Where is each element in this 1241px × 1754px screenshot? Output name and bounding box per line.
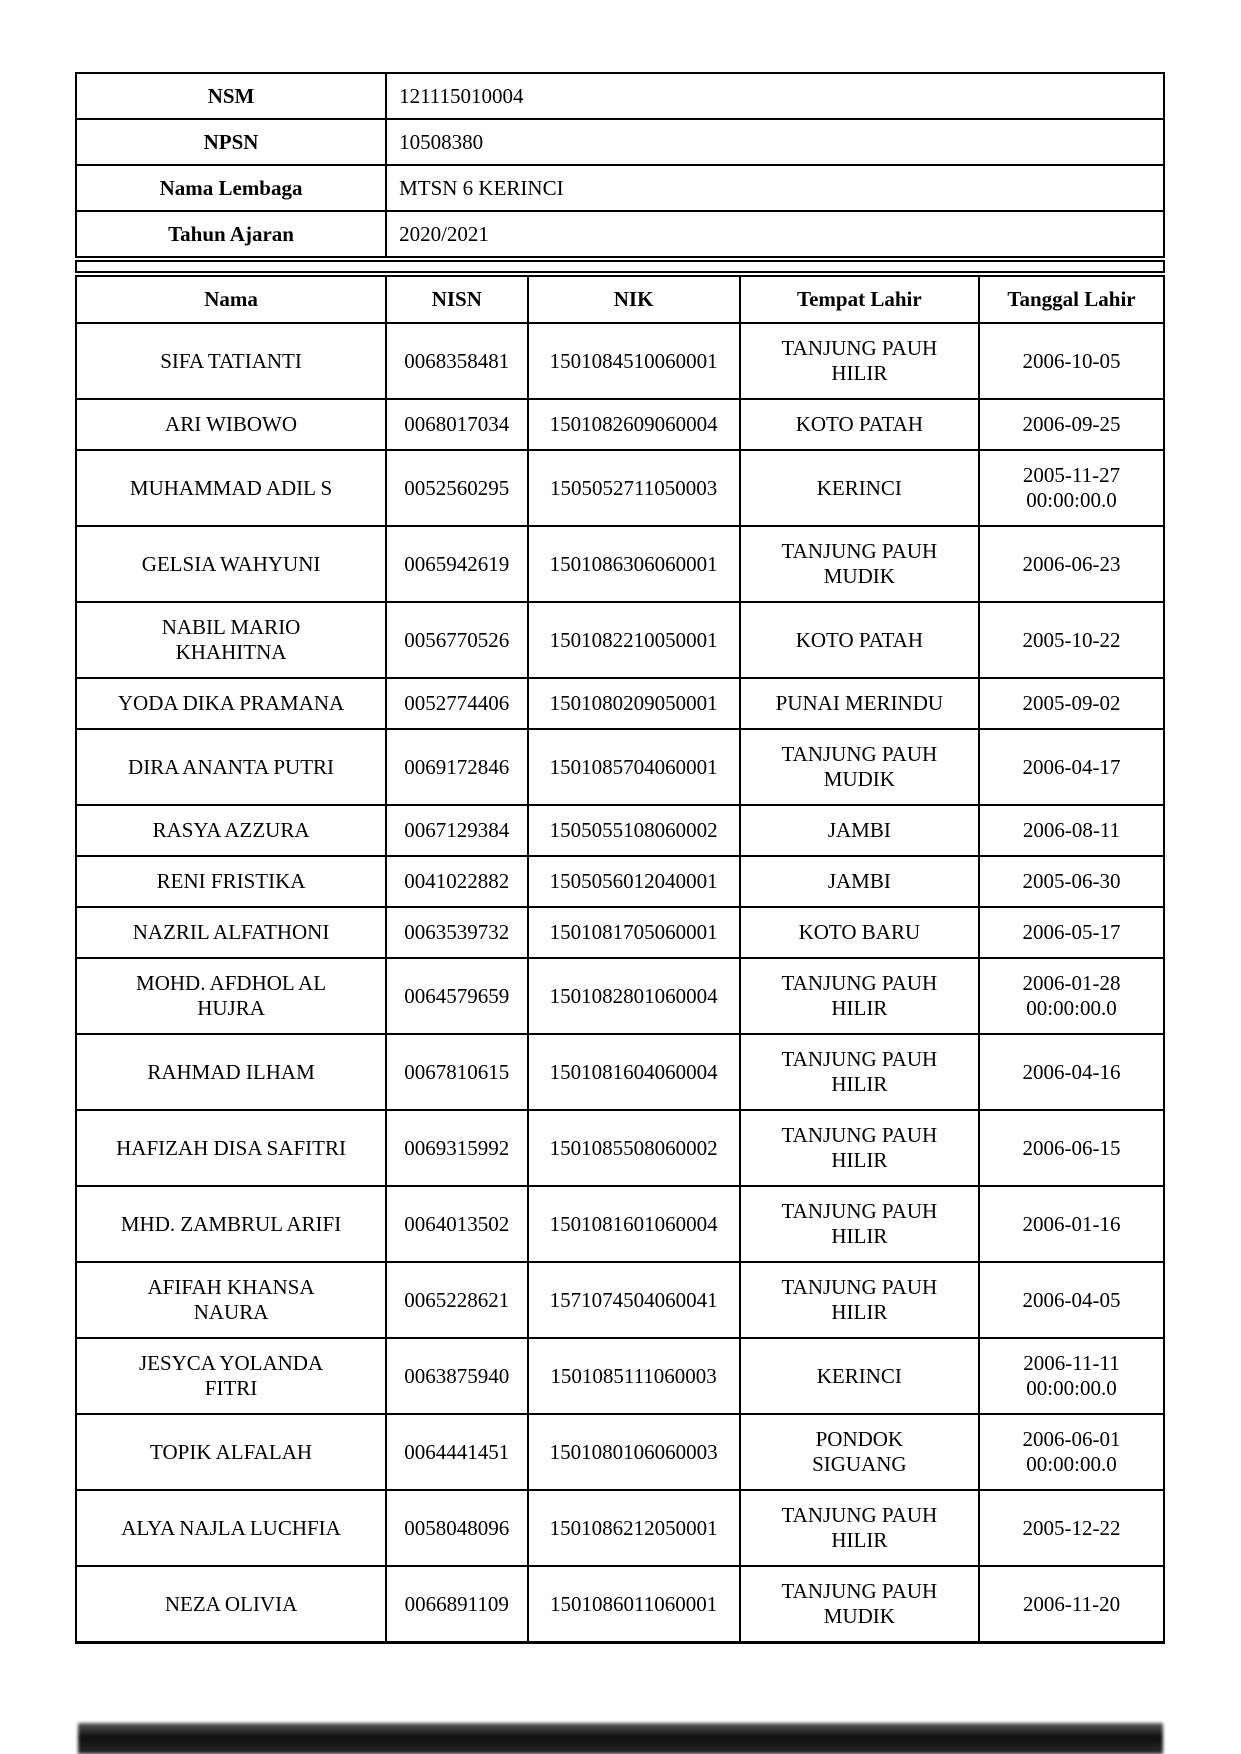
student-row bbox=[76, 526, 1164, 602]
student-cell: 2005-06-30 bbox=[979, 856, 1164, 907]
student-cell: 0069315992 bbox=[386, 1110, 527, 1186]
student-cell: TANJUNG PAUH HILIR bbox=[740, 1110, 979, 1186]
school-info-value: 2020/2021 bbox=[386, 211, 1164, 257]
student-cell: 1501080106060003 bbox=[528, 1414, 740, 1490]
student-cell: 0069172846 bbox=[386, 729, 527, 805]
student-cell: 0068358481 bbox=[386, 323, 527, 399]
student-row bbox=[76, 856, 1164, 907]
student-cell: 1571074504060041 bbox=[528, 1262, 740, 1338]
student-cell: 2005-11-27 00:00:00.0 bbox=[979, 450, 1164, 526]
student-cell: 2006-11-20 bbox=[979, 1566, 1164, 1643]
student-cell: KERINCI bbox=[740, 1338, 979, 1414]
student-cell: NEZA OLIVIA bbox=[76, 1566, 386, 1643]
student-cell: KERINCI bbox=[740, 450, 979, 526]
student-cell: 0064579659 bbox=[386, 958, 527, 1034]
student-cell: TANJUNG PAUH HILIR bbox=[740, 1490, 979, 1566]
student-row bbox=[76, 729, 1164, 805]
school-info-row bbox=[76, 73, 1164, 119]
student-cell: TANJUNG PAUH HILIR bbox=[740, 1262, 979, 1338]
student-row bbox=[76, 805, 1164, 856]
student-cell: ARI WIBOWO bbox=[76, 399, 386, 450]
student-cell: RENI FRISTIKA bbox=[76, 856, 386, 907]
student-cell: 0064441451 bbox=[386, 1414, 527, 1490]
student-cell: RAHMAD ILHAM bbox=[76, 1034, 386, 1110]
school-info-label: Tahun Ajaran bbox=[76, 211, 386, 257]
students-header-row bbox=[76, 276, 1164, 323]
student-cell: TOPIK ALFALAH bbox=[76, 1414, 386, 1490]
column-header-tempat-lahir: Tempat Lahir bbox=[740, 276, 979, 323]
student-cell: 0052774406 bbox=[386, 678, 527, 729]
student-cell: YODA DIKA PRAMANA bbox=[76, 678, 386, 729]
cutoff-next-page-band bbox=[78, 1723, 1163, 1754]
column-header-tanggal-lahir: Tanggal Lahir bbox=[979, 276, 1164, 323]
student-cell: MOHD. AFDHOL AL HUJRA bbox=[76, 958, 386, 1034]
student-cell: MUHAMMAD ADIL S bbox=[76, 450, 386, 526]
student-cell: 2005-12-22 bbox=[979, 1490, 1164, 1566]
student-cell: ALYA NAJLA LUCHFIA bbox=[76, 1490, 386, 1566]
school-info-label: NPSN bbox=[76, 119, 386, 165]
student-row bbox=[76, 1110, 1164, 1186]
student-cell: HAFIZAH DISA SAFITRI bbox=[76, 1110, 386, 1186]
student-cell: RASYA AZZURA bbox=[76, 805, 386, 856]
school-info-value: 10508380 bbox=[386, 119, 1164, 165]
empty-spacer-row bbox=[75, 260, 1165, 273]
student-cell: 1501082210050001 bbox=[528, 602, 740, 678]
student-row bbox=[76, 602, 1164, 678]
student-cell: TANJUNG PAUH MUDIK bbox=[740, 526, 979, 602]
school-info-row bbox=[76, 119, 1164, 165]
student-cell: KOTO PATAH bbox=[740, 399, 979, 450]
document-page bbox=[75, 72, 1165, 1644]
student-cell: TANJUNG PAUH HILIR bbox=[740, 323, 979, 399]
column-header-nama: Nama bbox=[76, 276, 386, 323]
student-cell: KOTO BARU bbox=[740, 907, 979, 958]
student-cell: 1501086306060001 bbox=[528, 526, 740, 602]
student-cell: 2006-04-16 bbox=[979, 1034, 1164, 1110]
school-info-value: 121115010004 bbox=[386, 73, 1164, 119]
student-cell: 2006-06-15 bbox=[979, 1110, 1164, 1186]
student-row bbox=[76, 678, 1164, 729]
student-cell: DIRA ANANTA PUTRI bbox=[76, 729, 386, 805]
student-cell: 0058048096 bbox=[386, 1490, 527, 1566]
student-row bbox=[76, 323, 1164, 399]
school-info-label: Nama Lembaga bbox=[76, 165, 386, 211]
student-cell: 0068017034 bbox=[386, 399, 527, 450]
student-cell: JAMBI bbox=[740, 805, 979, 856]
student-cell: 2006-09-25 bbox=[979, 399, 1164, 450]
student-cell: 2006-01-28 00:00:00.0 bbox=[979, 958, 1164, 1034]
student-cell: PUNAI MERINDU bbox=[740, 678, 979, 729]
school-info-row bbox=[76, 211, 1164, 257]
student-cell: 0066891109 bbox=[386, 1566, 527, 1643]
student-row bbox=[76, 450, 1164, 526]
student-cell: JAMBI bbox=[740, 856, 979, 907]
student-cell: PONDOK SIGUANG bbox=[740, 1414, 979, 1490]
student-cell: 1501080209050001 bbox=[528, 678, 740, 729]
student-cell: 1501085508060002 bbox=[528, 1110, 740, 1186]
student-row bbox=[76, 1566, 1164, 1643]
student-row bbox=[76, 907, 1164, 958]
student-row bbox=[76, 1186, 1164, 1262]
student-cell: 2006-06-23 bbox=[979, 526, 1164, 602]
student-row bbox=[76, 1034, 1164, 1110]
student-cell: 2005-10-22 bbox=[979, 602, 1164, 678]
student-cell: 1501085704060001 bbox=[528, 729, 740, 805]
student-cell: 0063875940 bbox=[386, 1338, 527, 1414]
student-cell: 1505056012040001 bbox=[528, 856, 740, 907]
student-cell: 1505055108060002 bbox=[528, 805, 740, 856]
student-cell: TANJUNG PAUH MUDIK bbox=[740, 729, 979, 805]
student-cell: 0065228621 bbox=[386, 1262, 527, 1338]
student-cell: 1501086212050001 bbox=[528, 1490, 740, 1566]
student-cell: KOTO PATAH bbox=[740, 602, 979, 678]
student-cell: 0067129384 bbox=[386, 805, 527, 856]
student-cell: 1501081604060004 bbox=[528, 1034, 740, 1110]
school-info-value: MTSN 6 KERINCI bbox=[386, 165, 1164, 211]
student-cell: AFIFAH KHANSA NAURA bbox=[76, 1262, 386, 1338]
student-row bbox=[76, 1490, 1164, 1566]
student-cell: NABIL MARIO KHAHITNA bbox=[76, 602, 386, 678]
student-cell: 1501086011060001 bbox=[528, 1566, 740, 1643]
student-cell: 2006-08-11 bbox=[979, 805, 1164, 856]
student-cell: 2006-10-05 bbox=[979, 323, 1164, 399]
student-cell: NAZRIL ALFATHONI bbox=[76, 907, 386, 958]
student-cell: 1505052711050003 bbox=[528, 450, 740, 526]
student-cell: 2006-05-17 bbox=[979, 907, 1164, 958]
student-row bbox=[76, 1262, 1164, 1338]
student-cell: TANJUNG PAUH HILIR bbox=[740, 1034, 979, 1110]
student-cell: 0065942619 bbox=[386, 526, 527, 602]
student-cell: 0041022882 bbox=[386, 856, 527, 907]
student-cell: 0063539732 bbox=[386, 907, 527, 958]
student-cell: JESYCA YOLANDA FITRI bbox=[76, 1338, 386, 1414]
student-cell: TANJUNG PAUH HILIR bbox=[740, 958, 979, 1034]
student-cell: TANJUNG PAUH HILIR bbox=[740, 1186, 979, 1262]
student-cell: 1501081601060004 bbox=[528, 1186, 740, 1262]
student-row bbox=[76, 399, 1164, 450]
school-info-label: NSM bbox=[76, 73, 386, 119]
student-cell: 1501085111060003 bbox=[528, 1338, 740, 1414]
column-header-nik: NIK bbox=[528, 276, 740, 323]
student-cell: GELSIA WAHYUNI bbox=[76, 526, 386, 602]
student-cell: 2006-04-05 bbox=[979, 1262, 1164, 1338]
student-cell: 1501082609060004 bbox=[528, 399, 740, 450]
school-info-row bbox=[76, 165, 1164, 211]
student-cell: SIFA TATIANTI bbox=[76, 323, 386, 399]
student-cell: 2006-04-17 bbox=[979, 729, 1164, 805]
column-header-nisn: NISN bbox=[386, 276, 527, 323]
student-row bbox=[76, 1338, 1164, 1414]
student-cell: 0067810615 bbox=[386, 1034, 527, 1110]
student-cell: 2005-09-02 bbox=[979, 678, 1164, 729]
student-cell: 0064013502 bbox=[386, 1186, 527, 1262]
school-info-table bbox=[75, 72, 1165, 258]
student-cell: 1501084510060001 bbox=[528, 323, 740, 399]
student-cell: 2006-06-01 00:00:00.0 bbox=[979, 1414, 1164, 1490]
student-cell: 1501081705060001 bbox=[528, 907, 740, 958]
student-cell: 0056770526 bbox=[386, 602, 527, 678]
student-row bbox=[76, 1414, 1164, 1490]
student-cell: 0052560295 bbox=[386, 450, 527, 526]
student-cell: 1501082801060004 bbox=[528, 958, 740, 1034]
student-cell: TANJUNG PAUH MUDIK bbox=[740, 1566, 979, 1643]
students-table bbox=[75, 275, 1165, 1644]
student-row bbox=[76, 958, 1164, 1034]
student-cell: 2006-01-16 bbox=[979, 1186, 1164, 1262]
student-cell: MHD. ZAMBRUL ARIFI bbox=[76, 1186, 386, 1262]
student-cell: 2006-11-11 00:00:00.0 bbox=[979, 1338, 1164, 1414]
